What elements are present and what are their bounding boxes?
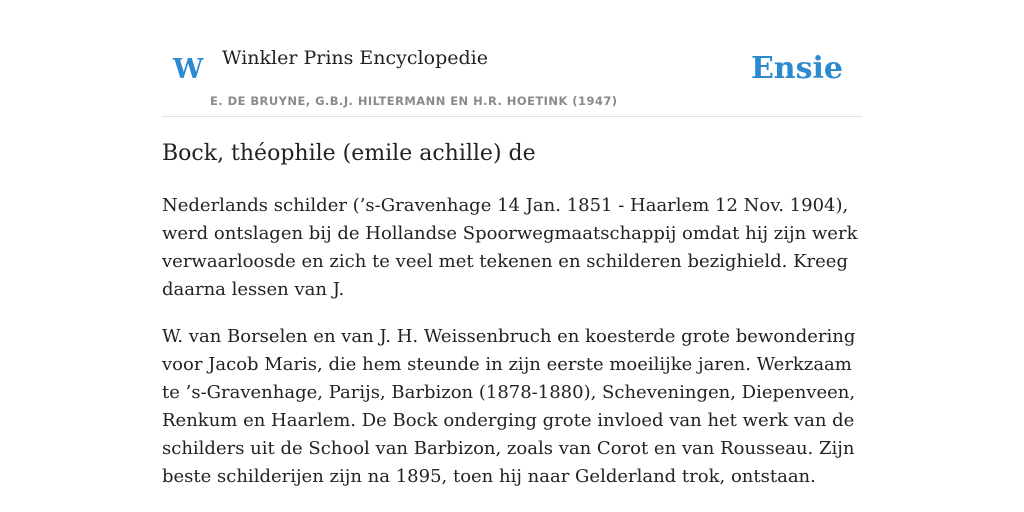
article-title: Bock, théophile (emile achille) de <box>162 141 536 166</box>
article-paragraph: Nederlands schilder (’s-Gravenhage 14 Jan. 1851 - Haarlem 12 Nov. 1904), werd ontslagen bij de Hollandse Spoorwegmaatschappij omdat hij zijn werk verwaarloosde en zich te veel met tekenen en schilderen bezighield. Kreeg daarna lessen van J. <box>162 195 858 300</box>
winkler-prins-logo[interactable]: W <box>173 54 204 85</box>
header <box>162 0 862 117</box>
publication-title[interactable]: Winkler Prins Encyclopedie <box>222 47 488 69</box>
ensie-logo[interactable]: Ensie <box>750 51 843 86</box>
article <box>162 138 867 491</box>
publication-authors: E. DE BRUYNE, G.B.J. HILTERMANN EN H.R. HOETINK (1947) <box>210 94 618 108</box>
article-paragraph: W. van Borselen en van J. H. Weissenbruch en koesterde grote bewondering voor Jacob Maris, die hem steunde in zijn eerste moeilijke jaren. Werkzaam te ’s-Gravenhage, Parijs, Barbizon (1878-1880), Scheveningen, Diepenveen, Renkum en Haarlem. De Bock onderging grote invloed van het werk van de schilders uit de School van Barbizon, zoals van Corot en van Rousseau. Zijn beste schilderijen zijn na 1895, toen hij naar Gelderland trok, ontstaan. <box>162 326 856 487</box>
